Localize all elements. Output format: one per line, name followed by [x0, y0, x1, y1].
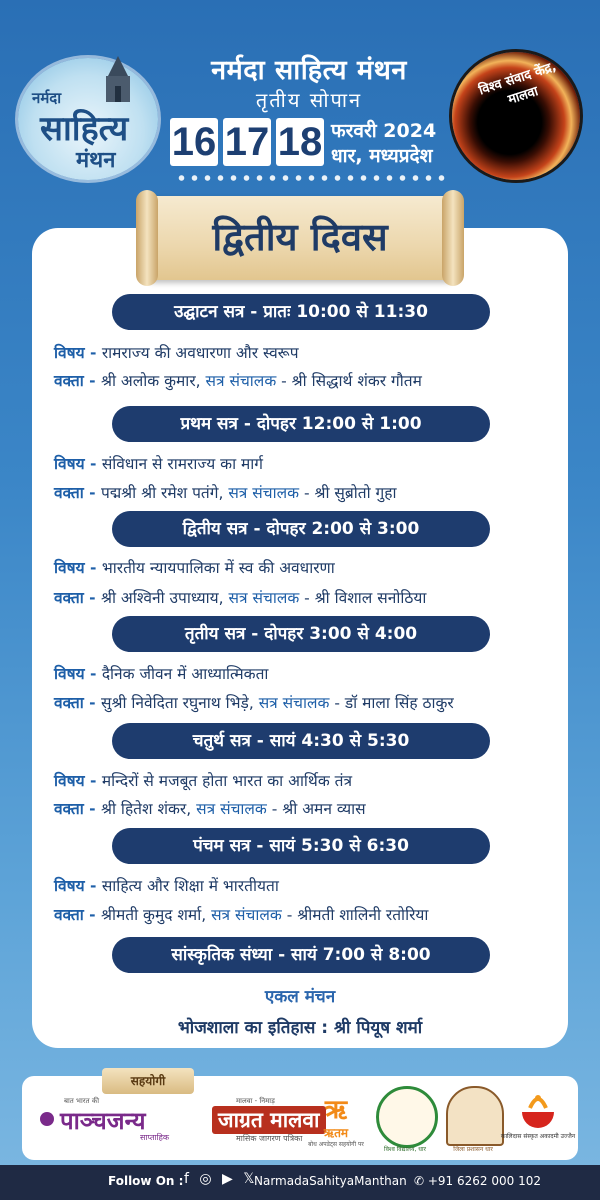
host-key: सत्र संचालक [228, 484, 300, 502]
session-6-header: पंचम सत्र - सायं 5:30 से 6:30 [112, 828, 490, 864]
host-text: - डॉ माला सिंह ठाकुर [329, 694, 454, 712]
topic-key: विषय - [54, 772, 102, 790]
speaker-text: श्री हितेश शंकर, [101, 800, 197, 818]
temple-icon [98, 54, 138, 104]
panchjanya-tag: साप्ताहिक [140, 1133, 170, 1142]
host-text: - श्री सुब्रोतो गुहा [299, 484, 397, 502]
speaker-text: श्री अश्विनी उपाध्याय, [101, 589, 229, 607]
sponsors-label: सहयोगी [102, 1068, 194, 1094]
speaker-text: सुश्री निवेदिता रघुनाथ भिड़े, [101, 694, 259, 712]
host-key: सत्र संचालक [205, 372, 277, 390]
ritam-symbol-icon: ऋ [324, 1095, 348, 1125]
topic-key: विषय - [54, 877, 102, 895]
host-text: - श्री सिद्धार्थ शंकर गौतम [276, 372, 422, 390]
topic-text: भारतीय न्यायपालिका में स्व की अवधारणा [101, 559, 335, 577]
session-4-header: तृतीय सत्र - दोपहर 3:00 से 4:00 [112, 616, 490, 652]
social-handle[interactable]: NarmadaSahityaManthan [254, 1174, 407, 1188]
host-key: सत्र संचालक [211, 906, 282, 924]
session-1-speakers [54, 369, 574, 391]
topic-key: विषय - [54, 455, 102, 473]
date-month-year: फरवरी 2024 [331, 120, 437, 142]
kalidas-academy-logo-icon [516, 1086, 560, 1130]
session-6-topic [54, 874, 574, 896]
event-subtitle: तृतीय सोपान [255, 88, 363, 112]
host-key: सत्र संचालक [196, 800, 267, 818]
session-4-speakers [54, 691, 574, 713]
speaker-text: पद्मश्री श्री रमेश पतंगे, [101, 484, 229, 502]
speaker-key: वक्ता - [54, 589, 102, 607]
ornament-divider [175, 172, 445, 184]
kalidas-academy-tag: कालिदास संस्कृत अकादमी उज्जैन [500, 1133, 576, 1140]
vsk-logo-text: विश्व संवाद केंद्र, मालवा [477, 59, 559, 108]
cultural-subtitle: एकल मंचन [264, 987, 336, 1007]
speaker-key: वक्ता - [54, 800, 102, 818]
session-1-topic [54, 341, 574, 363]
cultural-session-header: सांस्कृतिक संध्या - सायं 7:00 से 8:00 [112, 937, 490, 973]
vsk-malwa-logo [452, 52, 580, 180]
university-seal-icon [376, 1086, 438, 1148]
logo-line1: नर्मदा [32, 89, 62, 107]
date-day-2: 17 [224, 120, 270, 164]
panchjanya-logo [42, 1104, 146, 1137]
topic-text: मन्दिरों से मजबूत होता भारत का आर्थिक तंत्र [101, 772, 353, 790]
speaker-text: श्रीमती कुमुद शर्मा, [101, 906, 212, 924]
session-3-topic [54, 556, 574, 578]
topic-key: विषय - [54, 665, 102, 683]
session-2-topic [54, 452, 574, 474]
logo-line2: साहित्य [40, 109, 129, 149]
jagrat-malwa-region: मालवा - निमाड़ [236, 1097, 275, 1105]
panchjanya-tagline: बात भारत की [64, 1097, 100, 1105]
session-5-topic [54, 769, 574, 791]
session-3-speakers [54, 586, 574, 608]
university-tag: विश्व विद्यालय, धार [384, 1146, 426, 1153]
event-place: धार, मध्यप्रदेश [331, 145, 433, 167]
host-text: - श्रीमती शालिनी रतोरिया [281, 906, 429, 924]
session-5-speakers [54, 797, 574, 819]
social-icons[interactable]: f ◎ ▶ 𝕏 [184, 1171, 258, 1187]
host-key: सत्र संचालक [258, 694, 330, 712]
district-admin-emblem-icon [446, 1086, 504, 1146]
ritam-name: ऋतम [323, 1126, 349, 1140]
session-1-header: उद्घाटन सत्र - प्रातः 10:00 से 11:30 [112, 294, 490, 330]
topic-text: दैनिक जीवन में आध्यात्मिकता [101, 665, 269, 683]
panchjanya-name: पाञ्चजन्य [60, 1107, 146, 1135]
day-title: द्वितीय दिवस [212, 214, 388, 259]
jagrat-malwa-tag: मासिक जागरण पत्रिका [236, 1134, 303, 1143]
speaker-key: वक्ता - [54, 372, 102, 390]
follow-label: Follow On : [108, 1174, 184, 1188]
host-text: - श्री विशाल सनोठिया [299, 589, 427, 607]
topic-key: विषय - [54, 344, 102, 362]
speaker-key: वक्ता - [54, 484, 102, 502]
session-3-header: द्वितीय सत्र - दोपहर 2:00 से 3:00 [112, 511, 490, 547]
speaker-key: वक्ता - [54, 906, 102, 924]
session-5-header: चतुर्थ सत्र - सायं 4:30 से 5:30 [112, 723, 490, 759]
session-2-speakers [54, 481, 574, 503]
event-title: नर्मदा साहित्य मंथन [211, 55, 407, 86]
ritam-tag: बोध अपडेट्स सहयोगी पर [308, 1141, 364, 1148]
session-4-topic [54, 662, 574, 684]
speaker-key: वक्ता - [54, 694, 102, 712]
speaker-text: श्री अलोक कुमार, [101, 372, 206, 390]
district-admin-tag: जिला प्रशासन धार [453, 1146, 493, 1153]
whatsapp-number[interactable]: ✆ +91 6262 000 102 [414, 1174, 541, 1188]
host-key: सत्र संचालक [228, 589, 300, 607]
cultural-detail: भोजशाला का इतिहास : श्री पियूष शर्मा [177, 1018, 423, 1038]
logo-line3: मंथन [76, 147, 116, 173]
topic-text: साहित्य और शिक्षा में भारतीयता [101, 877, 279, 895]
host-text: - श्री अमन व्यास [266, 800, 366, 818]
jagrat-malwa-logo: जाग्रत मालवा [212, 1106, 326, 1134]
date-day-1: 16 [171, 120, 217, 164]
topic-text: संविधान से रामराज्य का मार्ग [101, 455, 264, 473]
day-banner [148, 196, 452, 280]
session-2-header: प्रथम सत्र - दोपहर 12:00 से 1:00 [112, 406, 490, 442]
session-6-speakers [54, 903, 574, 925]
topic-text: रामराज्य की अवधारणा और स्वरूप [101, 344, 299, 362]
narmada-logo [18, 58, 158, 180]
date-day-3: 18 [277, 120, 323, 164]
topic-key: विषय - [54, 559, 102, 577]
